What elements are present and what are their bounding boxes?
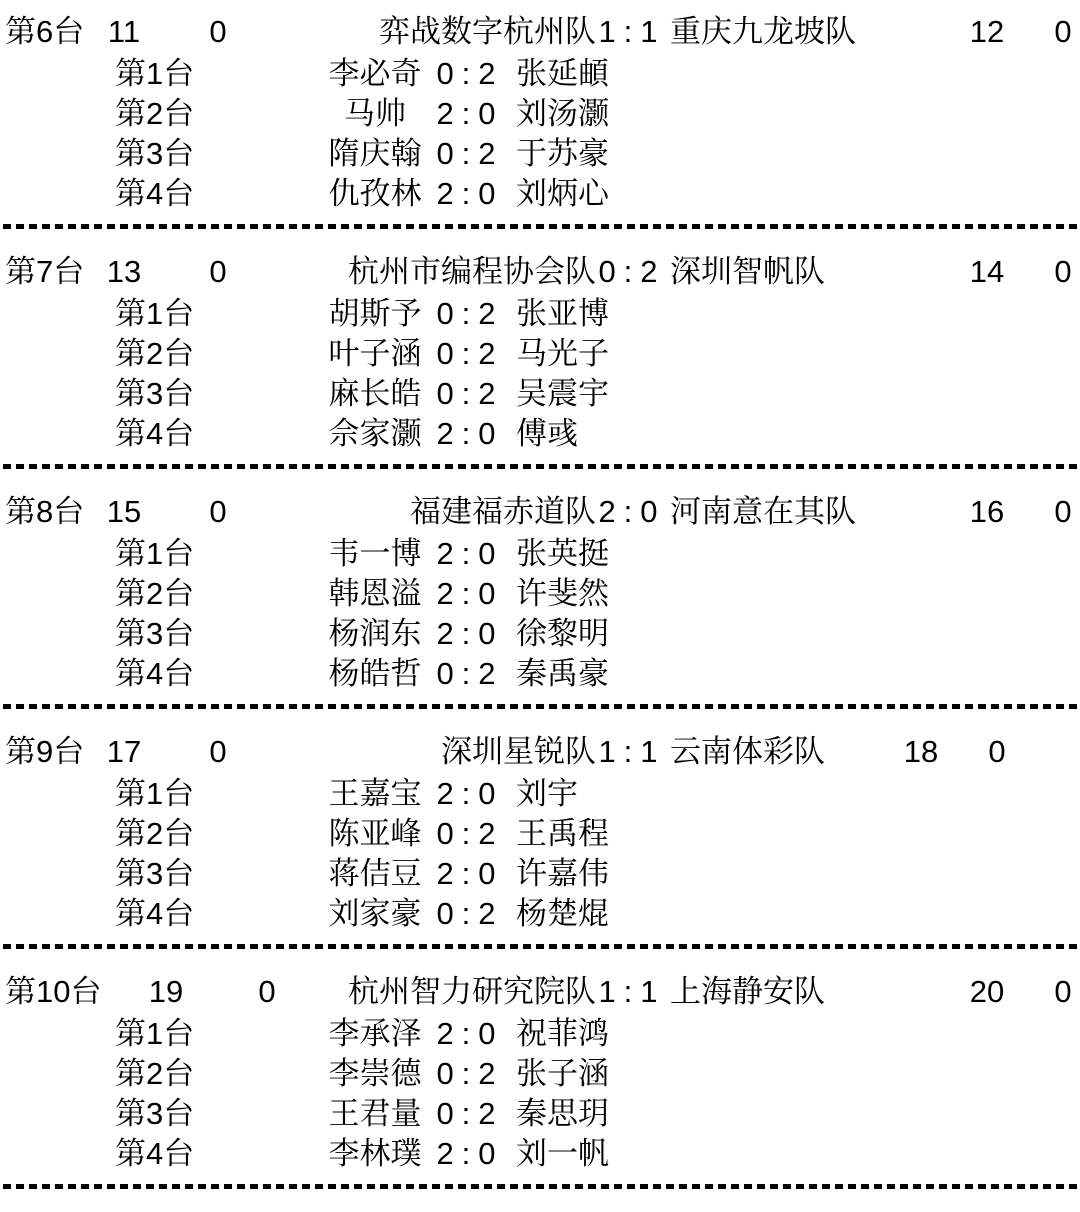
board-score: 2:0 <box>436 856 504 891</box>
board-result-row <box>0 854 1080 894</box>
home-player-name: 韦一博 <box>328 536 422 571</box>
dashed-separator <box>3 464 1077 469</box>
board-score: 2:0 <box>436 576 504 611</box>
away-score-flag: 0 <box>1054 494 1072 529</box>
away-player-name: 徐黎明 <box>516 616 609 651</box>
away-player-name: 刘炳心 <box>516 176 609 211</box>
board-number-label: 第1台 <box>115 776 195 811</box>
board-result-row <box>0 654 1080 694</box>
board-number-label: 第4台 <box>115 896 195 931</box>
board-number-label: 第3台 <box>115 856 195 891</box>
away-team-name: 重庆九龙坡队 <box>670 14 856 49</box>
away-player-name: 马光子 <box>516 336 609 371</box>
team-match-header <box>0 732 1080 772</box>
away-player-name: 张亚博 <box>516 296 609 331</box>
home-score-flag: 0 <box>209 734 227 769</box>
board-score: 2:0 <box>436 1136 504 1171</box>
home-seed-number: 17 <box>106 734 142 769</box>
home-score-flag: 0 <box>209 254 227 289</box>
away-player-name: 于苏豪 <box>516 136 609 171</box>
home-player-name: 佘家灏 <box>328 416 422 451</box>
board-result-row <box>0 54 1080 94</box>
away-player-name: 许嘉伟 <box>516 856 609 891</box>
home-team-name: 杭州市编程协会队 <box>348 254 596 289</box>
board-number-label: 第4台 <box>115 656 195 691</box>
away-player-name: 许斐然 <box>516 576 609 611</box>
board-score: 2:0 <box>436 176 504 211</box>
board-number-label: 第3台 <box>115 1096 195 1131</box>
board-result-row <box>0 814 1080 854</box>
away-player-name: 秦禹豪 <box>516 656 609 691</box>
board-number-label: 第3台 <box>115 376 195 411</box>
table-number-label: 第8台 <box>5 494 85 529</box>
team-match-header <box>0 492 1080 532</box>
away-team-name: 云南体彩队 <box>670 734 825 769</box>
home-player-name: 李林璞 <box>328 1136 422 1171</box>
home-score-flag: 0 <box>209 14 227 49</box>
team-match-section <box>0 720 1080 960</box>
away-player-name: 吴震宇 <box>516 376 609 411</box>
board-number-label: 第1台 <box>115 296 195 331</box>
board-result-row <box>0 1014 1080 1054</box>
board-number-label: 第3台 <box>115 136 195 171</box>
home-player-name: 仇孜林 <box>328 176 422 211</box>
team-match-score: 1:1 <box>598 734 666 769</box>
team-match-score: 0:2 <box>598 254 666 289</box>
board-score: 0:2 <box>436 336 504 371</box>
away-score-flag: 0 <box>988 734 1006 769</box>
board-number-label: 第2台 <box>115 576 195 611</box>
home-player-name: 王君量 <box>328 1096 422 1131</box>
board-result-row <box>0 1094 1080 1134</box>
board-number-label: 第1台 <box>115 1016 195 1051</box>
away-player-name: 张延頔 <box>516 56 609 91</box>
away-score-flag: 0 <box>1054 974 1072 1009</box>
board-score: 0:2 <box>436 656 504 691</box>
board-number-label: 第2台 <box>115 816 195 851</box>
home-player-name: 马帅 <box>344 96 406 131</box>
away-player-name: 傅彧 <box>516 416 578 451</box>
board-result-row <box>0 174 1080 214</box>
board-result-row <box>0 414 1080 454</box>
home-player-name: 王嘉宝 <box>328 776 422 811</box>
board-score: 0:2 <box>436 296 504 331</box>
home-seed-number: 15 <box>106 494 142 529</box>
away-player-name: 秦思玥 <box>516 1096 609 1131</box>
board-result-row <box>0 894 1080 934</box>
dashed-separator <box>3 224 1077 229</box>
away-team-name: 深圳智帆队 <box>670 254 825 289</box>
board-result-row <box>0 334 1080 374</box>
board-number-label: 第2台 <box>115 1056 195 1091</box>
board-number-label: 第1台 <box>115 536 195 571</box>
board-score: 2:0 <box>436 616 504 651</box>
team-match-score: 1:1 <box>598 14 666 49</box>
home-player-name: 麻长皓 <box>328 376 422 411</box>
team-match-section <box>0 480 1080 720</box>
home-team-name: 深圳星锐队 <box>441 734 596 769</box>
team-match-score: 1:1 <box>598 974 666 1009</box>
away-team-name: 上海静安队 <box>670 974 825 1009</box>
home-player-name: 李承泽 <box>328 1016 422 1051</box>
home-player-name: 叶子涵 <box>328 336 422 371</box>
table-number-label: 第9台 <box>5 734 85 769</box>
board-number-label: 第2台 <box>115 336 195 371</box>
board-result-row <box>0 614 1080 654</box>
home-player-name: 李崇德 <box>328 1056 422 1091</box>
table-number-label: 第7台 <box>5 254 85 289</box>
board-result-row <box>0 534 1080 574</box>
board-score: 0:2 <box>436 816 504 851</box>
away-seed-number: 20 <box>969 974 1005 1009</box>
team-match-header <box>0 972 1080 1012</box>
away-score-flag: 0 <box>1054 254 1072 289</box>
board-score: 2:0 <box>436 1016 504 1051</box>
table-number-label: 第10台 <box>5 974 102 1009</box>
board-number-label: 第4台 <box>115 1136 195 1171</box>
board-result-row <box>0 374 1080 414</box>
away-player-name: 刘宇 <box>516 776 578 811</box>
team-match-section <box>0 0 1080 240</box>
board-result-row <box>0 94 1080 134</box>
board-score: 2:0 <box>436 776 504 811</box>
dashed-separator <box>3 704 1077 709</box>
board-number-label: 第3台 <box>115 616 195 651</box>
away-seed-number: 18 <box>903 734 939 769</box>
home-player-name: 李必奇 <box>328 56 422 91</box>
home-player-name: 韩恩溢 <box>328 576 422 611</box>
away-player-name: 张英挺 <box>516 536 609 571</box>
home-team-name: 弈战数字杭州队 <box>379 14 596 49</box>
away-seed-number: 16 <box>969 494 1005 529</box>
board-result-row <box>0 294 1080 334</box>
team-match-section <box>0 960 1080 1200</box>
home-score-flag: 0 <box>209 494 227 529</box>
board-result-row <box>0 134 1080 174</box>
away-player-name: 刘一帆 <box>516 1136 609 1171</box>
board-score: 0:2 <box>436 1056 504 1091</box>
away-seed-number: 14 <box>969 254 1005 289</box>
team-match-section <box>0 240 1080 480</box>
home-team-name: 福建福赤道队 <box>410 494 596 529</box>
board-result-row <box>0 774 1080 814</box>
board-score: 0:2 <box>436 1096 504 1131</box>
board-score: 0:2 <box>436 136 504 171</box>
away-score-flag: 0 <box>1054 14 1072 49</box>
board-score: 0:2 <box>436 896 504 931</box>
home-seed-number: 11 <box>107 14 141 49</box>
board-result-row <box>0 574 1080 614</box>
home-score-flag: 0 <box>258 974 276 1009</box>
home-player-name: 蒋佶豆 <box>328 856 422 891</box>
team-match-header <box>0 252 1080 292</box>
home-seed-number: 19 <box>148 974 184 1009</box>
home-player-name: 杨润东 <box>328 616 422 651</box>
away-team-name: 河南意在其队 <box>670 494 856 529</box>
board-score: 2:0 <box>436 536 504 571</box>
table-number-label: 第6台 <box>5 14 85 49</box>
board-score: 0:2 <box>436 56 504 91</box>
away-player-name: 张子涵 <box>516 1056 609 1091</box>
away-player-name: 杨楚焜 <box>516 896 609 931</box>
board-score: 0:2 <box>436 376 504 411</box>
home-seed-number: 13 <box>106 254 142 289</box>
home-player-name: 刘家豪 <box>328 896 422 931</box>
dashed-separator <box>3 1184 1077 1189</box>
board-number-label: 第1台 <box>115 56 195 91</box>
board-result-row <box>0 1134 1080 1174</box>
home-team-name: 杭州智力研究院队 <box>348 974 596 1009</box>
board-number-label: 第2台 <box>115 96 195 131</box>
home-player-name: 胡斯予 <box>328 296 422 331</box>
board-score: 2:0 <box>436 416 504 451</box>
home-player-name: 陈亚峰 <box>328 816 422 851</box>
home-player-name: 杨皓哲 <box>328 656 422 691</box>
team-match-header <box>0 12 1080 52</box>
away-player-name: 刘汤灏 <box>516 96 609 131</box>
board-number-label: 第4台 <box>115 176 195 211</box>
away-player-name: 祝菲鸿 <box>516 1016 609 1051</box>
away-seed-number: 12 <box>969 14 1005 49</box>
board-score: 2:0 <box>436 96 504 131</box>
dashed-separator <box>3 944 1077 949</box>
home-player-name: 隋庆翰 <box>328 136 422 171</box>
team-match-score: 2:0 <box>598 494 666 529</box>
away-player-name: 王禹程 <box>516 816 609 851</box>
board-result-row <box>0 1054 1080 1094</box>
board-number-label: 第4台 <box>115 416 195 451</box>
